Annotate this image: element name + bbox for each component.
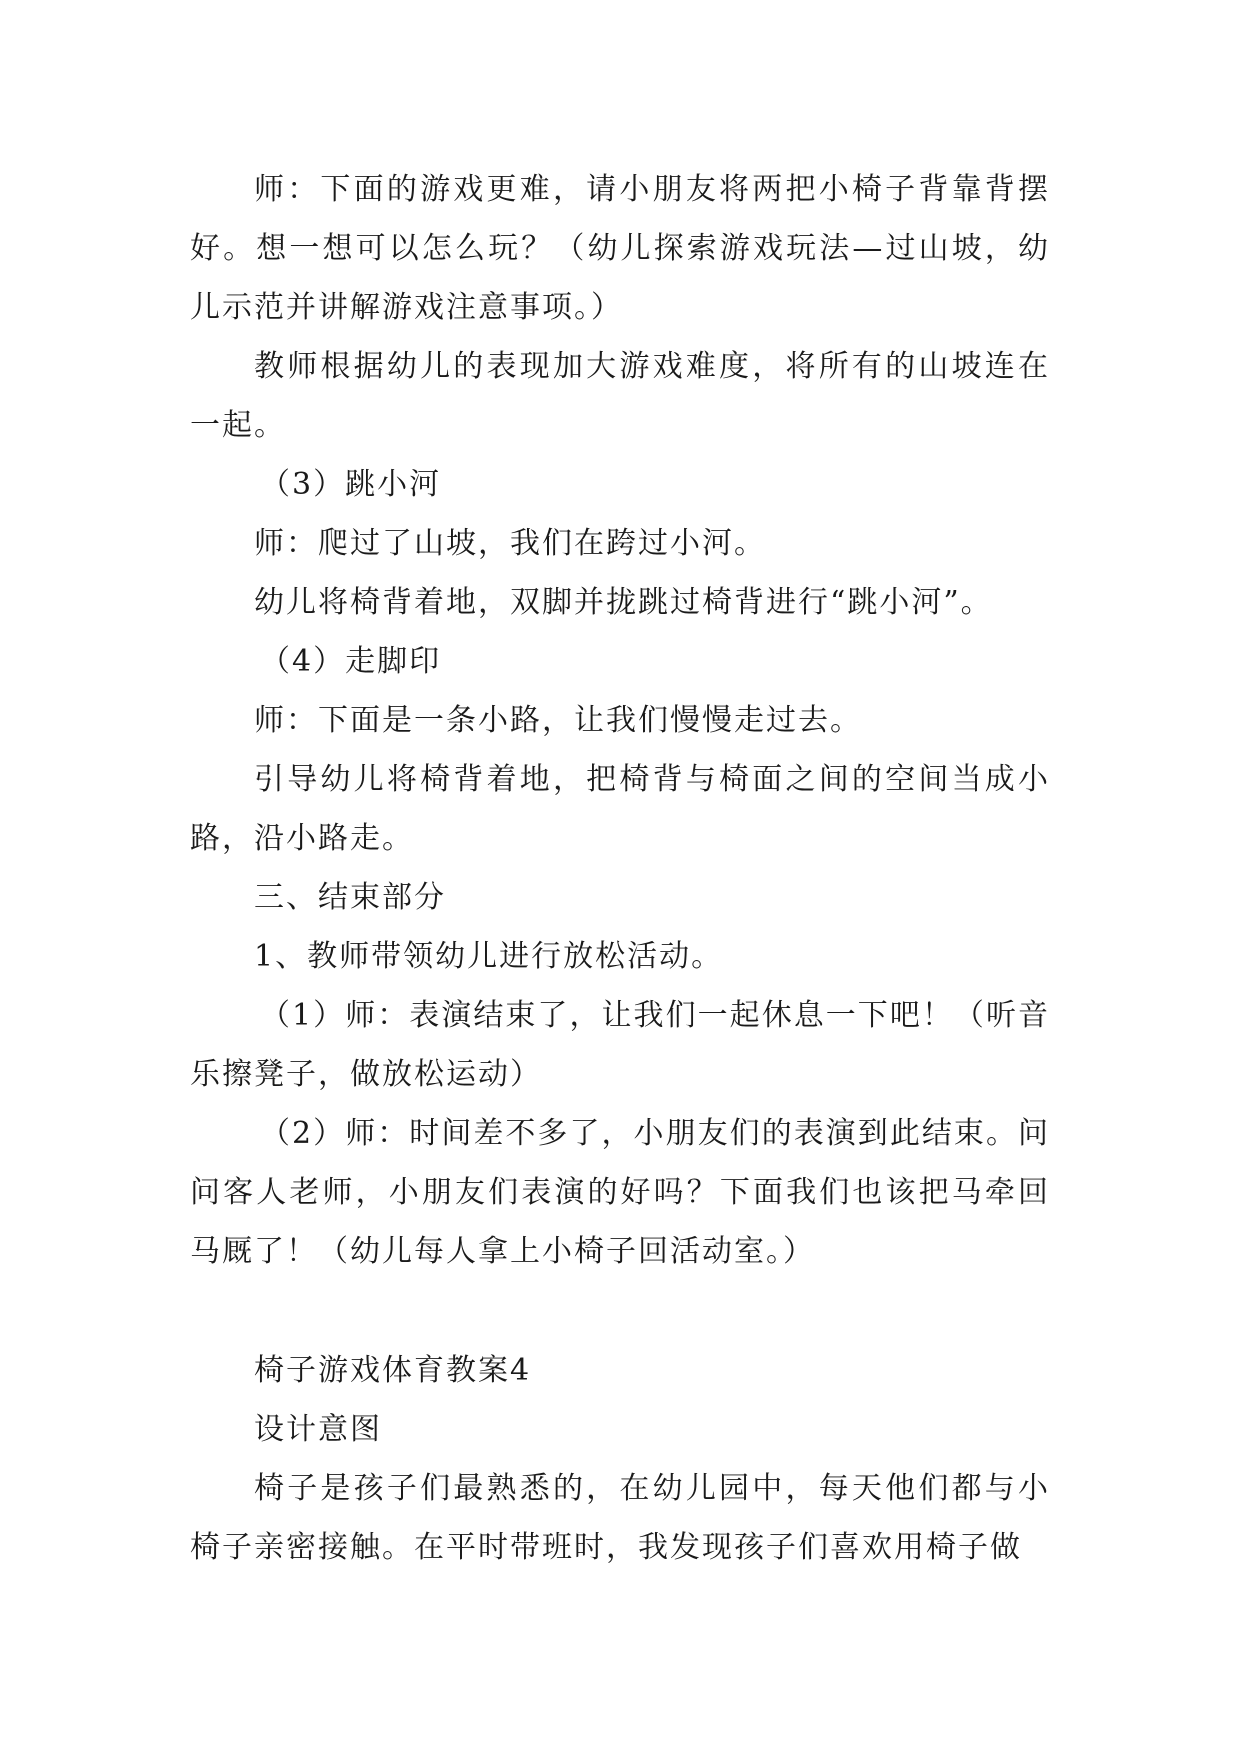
paragraph: 师：下面是一条小路，让我们慢慢走过去。: [254, 703, 862, 738]
paragraph: 师：爬过了山坡，我们在跨过小河。: [254, 526, 766, 561]
subheading: （3）跳小河: [260, 467, 442, 502]
paragraph: （2）师：时间差不多了，小朋友们的表演到此结束。问问客人老师，小朋友们表演的好吗？下面我们也该把马牵回马厩了！（幼儿每人拿上小椅子回活动室。）: [190, 1116, 1050, 1269]
subheading: （4）走脚印: [260, 644, 442, 679]
paragraph: 幼儿将椅背着地，双脚并拢跳过椅背进行“跳小河”。: [254, 585, 993, 620]
paragraph: （1）师：表演结束了，让我们一起休息一下吧！（听音乐擦凳子，做放松运动）: [190, 998, 1050, 1092]
section-heading: 三、结束部分: [254, 880, 446, 915]
paragraph: 1、教师带领幼儿进行放松活动。: [254, 939, 724, 974]
document-body: [190, 160, 1050, 1577]
paragraph: 师：下面的游戏更难，请小朋友将两把小椅子背靠背摆好。想一想可以怎么玩？（幼儿探索游戏玩法—过山坡，幼儿示范并讲解游戏注意事项。）: [190, 172, 1050, 325]
paragraph: 教师根据幼儿的表现加大游戏难度，将所有的山坡连在一起。: [190, 349, 1050, 443]
paragraph: 椅子是孩子们最熟悉的，在幼儿园中，每天他们都与小椅子亲密接触。在平时带班时，我发现孩子们喜欢用椅子做: [190, 1471, 1050, 1565]
section-heading: 设计意图: [254, 1412, 382, 1447]
document-title: 椅子游戏体育教案4: [254, 1353, 532, 1388]
spacer: [190, 1281, 1050, 1341]
paragraph: 引导幼儿将椅背着地，把椅背与椅面之间的空间当成小路，沿小路走。: [190, 762, 1050, 856]
